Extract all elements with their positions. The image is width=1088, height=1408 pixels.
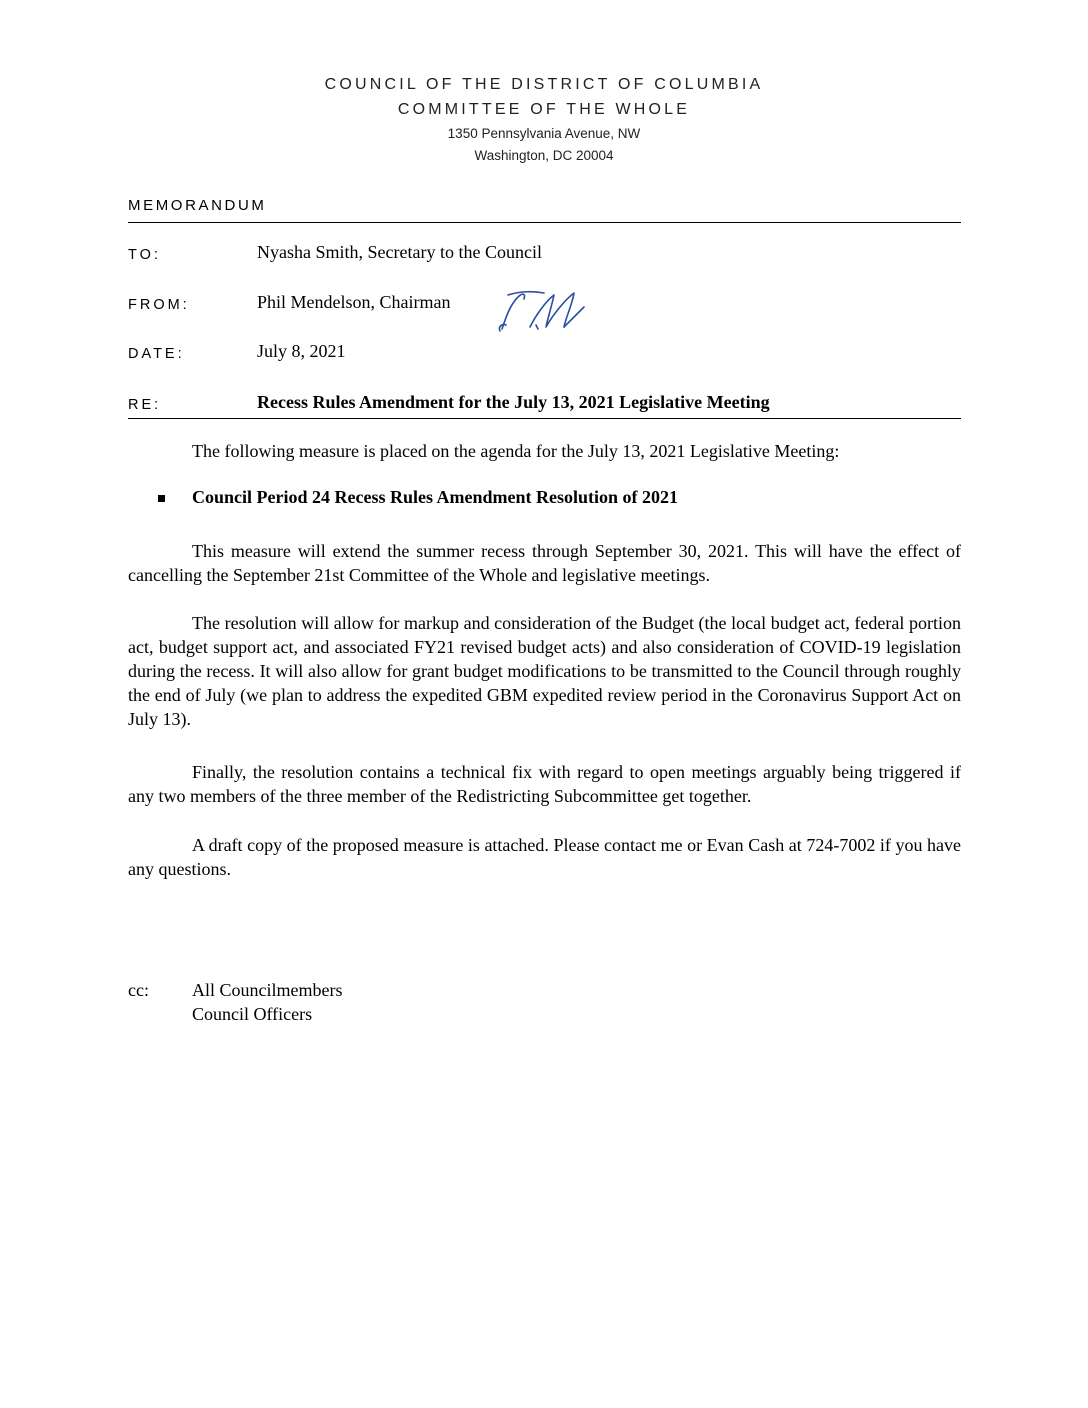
letterhead-organization: COUNCIL OF THE DISTRICT OF COLUMBIA [324, 76, 764, 93]
to-value: Nyasha Smith, Secretary to the Council [257, 242, 542, 262]
bullet-square-icon [158, 495, 165, 502]
memorandum-heading: MEMORANDUM [128, 197, 267, 214]
signature-icon [496, 287, 596, 340]
letterhead-committee: COMMITTEE OF THE WHOLE [397, 101, 691, 118]
letterhead-address: 1350 Pennsylvania Avenue, NW [447, 126, 641, 141]
measure-title: Council Period 24 Recess Rules Amendment Resolution of 2021 [192, 487, 678, 507]
paragraph-contact: A draft copy of the proposed measure is attached. Please contact me or Evan Cash at 724-7002 if you have any questions. [128, 835, 961, 879]
paragraph-budget-markup: The resolution will allow for markup and consideration of the Budget (the local budget act, federal portion act, budget support act, and associated FY21 revised budget acts) and also consideration of COVID-19 legislation during the recess. It will also allow for grant budget modifications to be transmitted to the Council through roughly the end of July (we plan to address the expedited GBM expedited review period in the Coronavirus Support Act on July 13). [128, 613, 961, 729]
intro-text: The following measure is placed on the agenda for the July 13, 2021 Legislative Meeting: [192, 441, 840, 461]
header-bottom-divider [128, 418, 961, 419]
cc-label: cc: [128, 980, 149, 1000]
re-value: Recess Rules Amendment for the July 13, 2021 Legislative Meeting [257, 392, 770, 412]
paragraph-recess-extension: This measure will extend the summer recess through September 30, 2021. This will have the effect of cancelling the September 21st Committee of the Whole and legislative meetings. [128, 541, 961, 585]
paragraph-technical-fix: Finally, the resolution contains a technical fix with regard to open meetings arguably being triggered if any two members of the three member of the Redistricting Subcommittee get together. [128, 762, 961, 806]
letterhead-city: Washington, DC 20004 [474, 148, 614, 163]
from-label: FROM: [128, 297, 190, 313]
header-top-divider [128, 222, 961, 223]
cc-recipient: All Councilmembers [192, 980, 343, 1000]
date-value: July 8, 2021 [257, 341, 346, 361]
re-label: RE: [128, 397, 162, 413]
to-label: TO: [128, 247, 161, 263]
date-label: DATE: [128, 346, 185, 362]
cc-recipient: Council Officers [192, 1004, 313, 1024]
from-value: Phil Mendelson, Chairman [257, 292, 451, 312]
